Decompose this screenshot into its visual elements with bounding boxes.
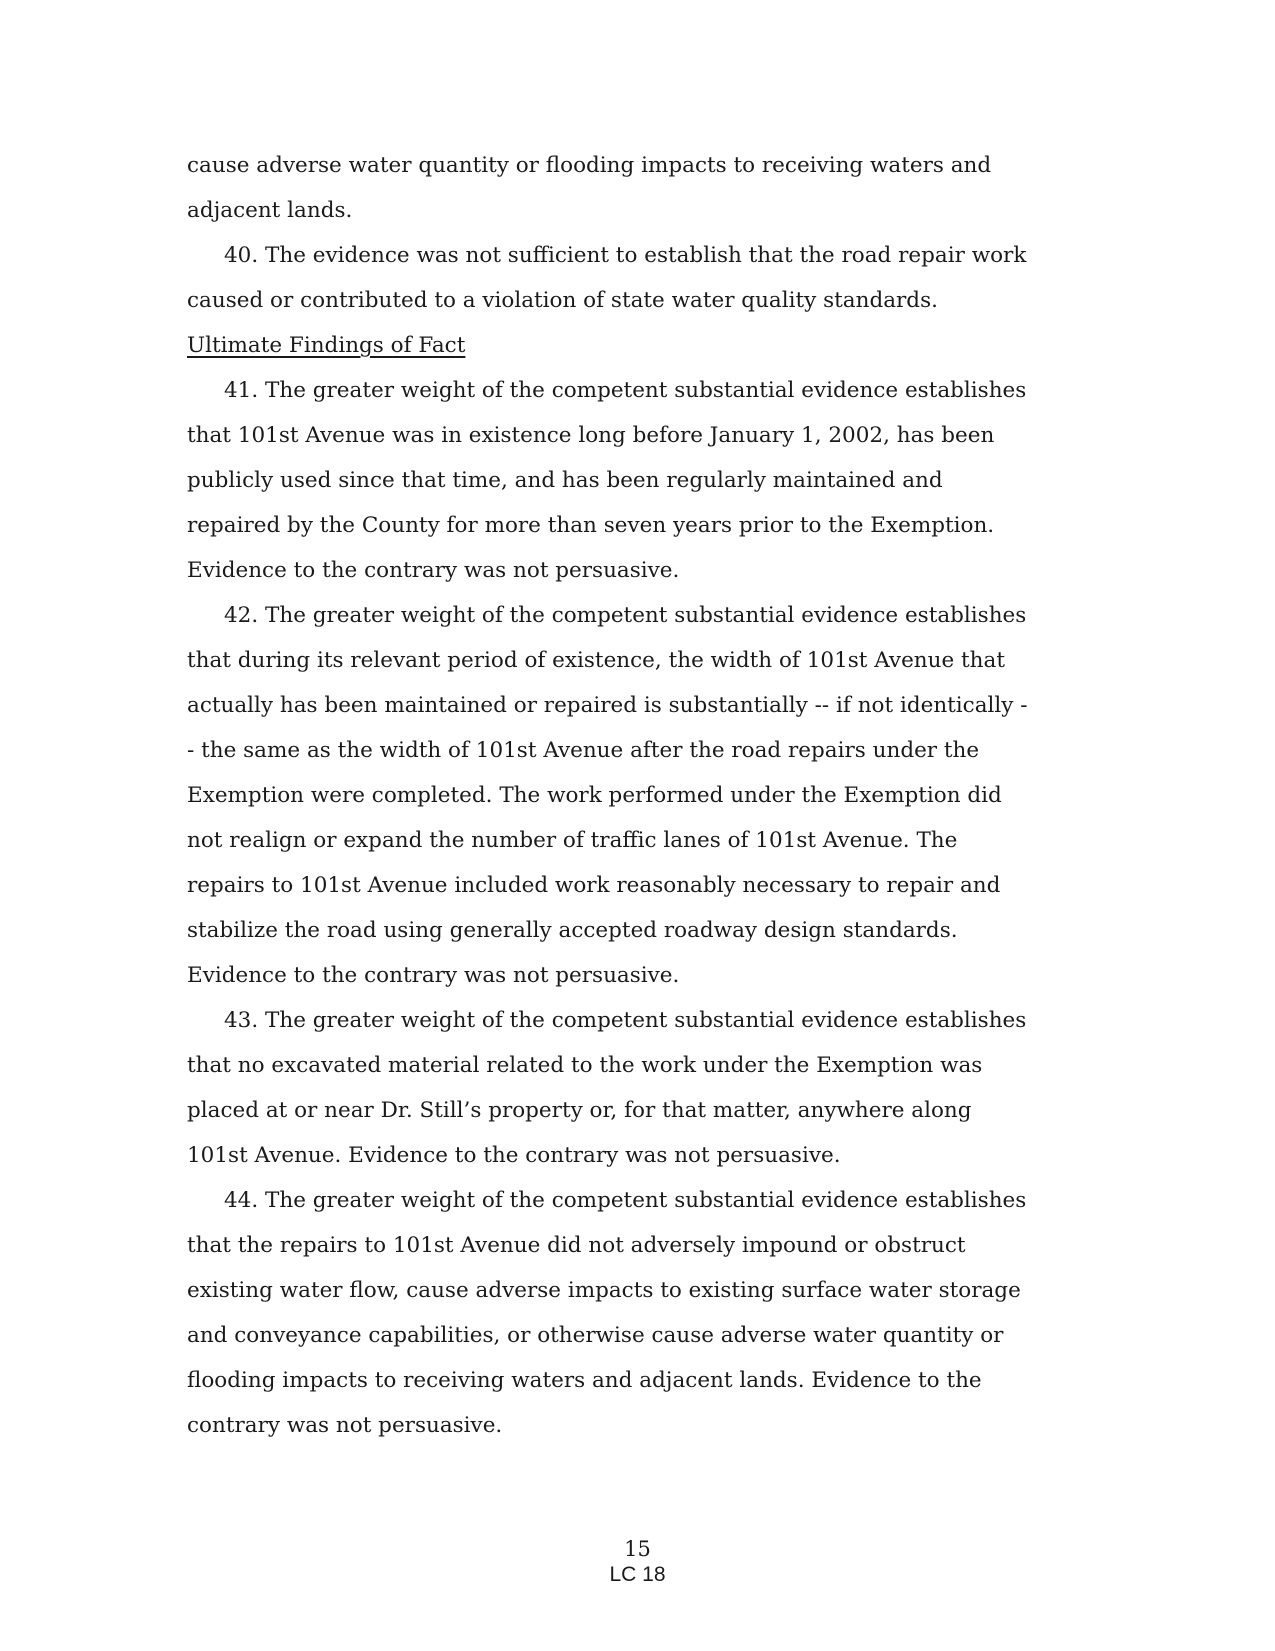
text-line: existing water flow, cause adverse impacts to existing surface water storage xyxy=(187,1278,1021,1303)
text-line: repairs to 101st Avenue included work reasonably necessary to repair and xyxy=(187,873,1001,898)
text-line: placed at or near Dr. Still’s property or, for that matter, anywhere along xyxy=(187,1098,972,1123)
text-line: 101st Avenue. Evidence to the contrary was not persuasive. xyxy=(187,1143,841,1168)
text-line: repaired by the County for more than seven years prior to the Exemption. xyxy=(187,513,995,538)
text-line: contrary was not persuasive. xyxy=(187,1413,503,1438)
text-line: Evidence to the contrary was not persuasive. xyxy=(187,963,680,988)
text-line: Evidence to the contrary was not persuasive. xyxy=(187,558,680,583)
document-code: LC 18 xyxy=(609,1563,666,1586)
text-line: that 101st Avenue was in existence long before January 1, 2002, has been xyxy=(187,423,995,448)
paragraph-41-line: 41. The greater weight of the competent substantial evidence establishes xyxy=(224,378,1027,403)
text-line: that no excavated material related to the work under the Exemption was xyxy=(187,1053,983,1078)
text-line: publicly used since that time, and has been regularly maintained and xyxy=(187,468,943,493)
paragraph-40-line: 40. The evidence was not sufficient to establish that the road repair work xyxy=(224,243,1027,268)
paragraph-42-line: 42. The greater weight of the competent substantial evidence establishes xyxy=(224,603,1027,628)
paragraph-43-line: 43. The greater weight of the competent substantial evidence establishes xyxy=(224,1008,1027,1033)
text-line: stabilize the road using generally accepted roadway design standards. xyxy=(187,918,958,943)
text-line: cause adverse water quantity or flooding impacts to receiving waters and xyxy=(187,153,992,178)
text-line: not realign or expand the number of traffic lanes of 101st Avenue. The xyxy=(187,828,958,853)
text-line: that the repairs to 101st Avenue did not adversely impound or obstruct xyxy=(187,1233,966,1258)
text-line: - the same as the width of 101st Avenue after the road repairs under the xyxy=(187,738,980,763)
document-body xyxy=(187,143,1089,1448)
section-heading xyxy=(187,323,1089,368)
text-line: and conveyance capabilities, or otherwise cause adverse water quantity or xyxy=(187,1323,1004,1348)
text-line: flooding impacts to receiving waters and adjacent lands. Evidence to the xyxy=(187,1368,982,1393)
text-line: adjacent lands. xyxy=(187,198,353,223)
text-line: caused or contributed to a violation of state water quality standards. xyxy=(187,288,938,313)
paragraph-44-line: 44. The greater weight of the competent substantial evidence establishes xyxy=(224,1188,1027,1213)
text-line: that during its relevant period of existence, the width of 101st Avenue that xyxy=(187,648,1005,673)
page-number: 15 xyxy=(624,1537,651,1561)
section-heading-text: Ultimate Findings of Fact xyxy=(187,333,466,358)
text-line: Exemption were completed. The work performed under the Exemption did xyxy=(187,783,1002,808)
text-line: actually has been maintained or repaired is substantially -- if not identically - xyxy=(187,693,1028,718)
